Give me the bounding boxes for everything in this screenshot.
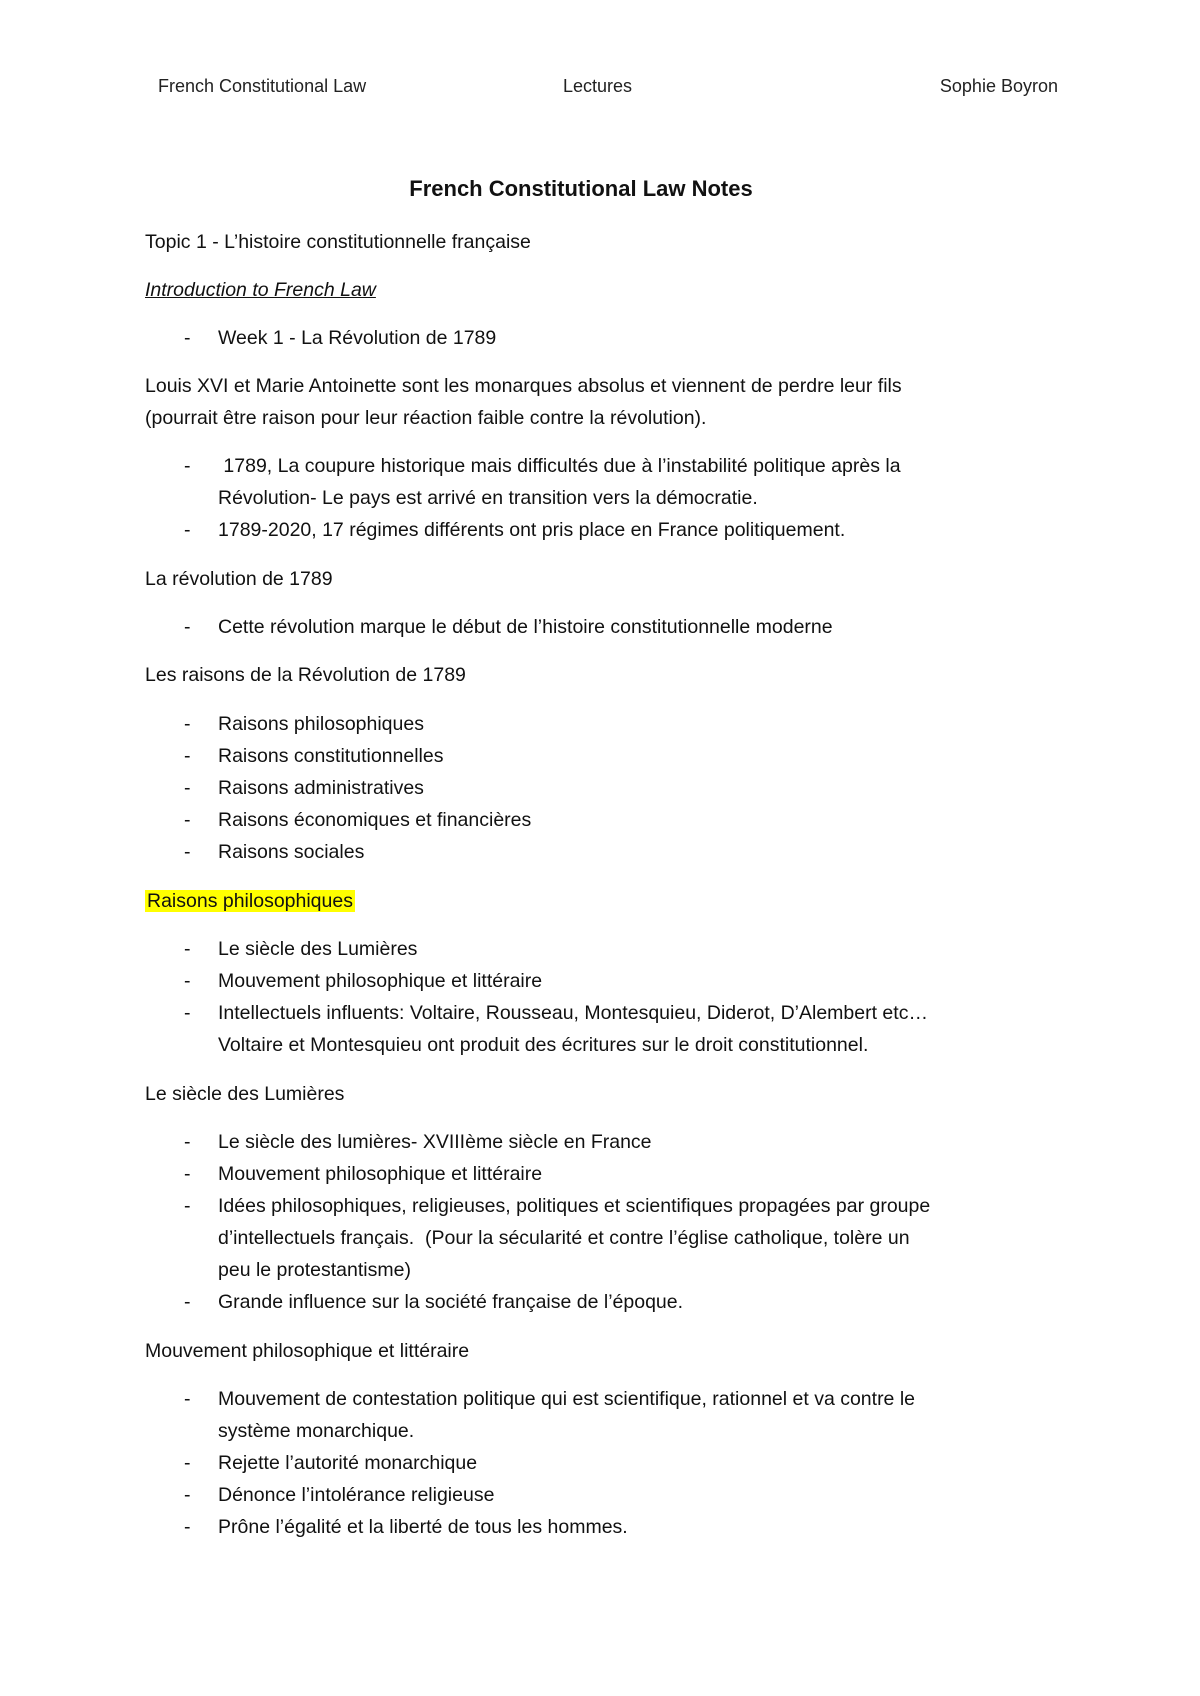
bullet-dash: - xyxy=(184,455,191,477)
raisons-list xyxy=(0,708,1038,868)
list-item xyxy=(0,611,1038,643)
bullet-dash: - xyxy=(184,970,191,992)
list-item-text: Mouvement de contestation politique qui est scientifique, rationnel et va contre le xyxy=(218,1388,916,1410)
bullet-dash: - xyxy=(184,1163,191,1185)
heading-revolution: La révolution de 1789 xyxy=(145,568,333,590)
bullet-dash: - xyxy=(184,519,191,541)
bullet-dash: - xyxy=(184,1452,191,1474)
list-item-text: Raisons philosophiques xyxy=(218,713,424,735)
bullet-dash: - xyxy=(184,1484,191,1506)
revolution-list xyxy=(0,611,1038,643)
bullet-dash: - xyxy=(184,1195,191,1217)
list-item-text: Raisons sociales xyxy=(218,841,365,863)
list-item-text: Raisons administratives xyxy=(218,777,424,799)
philo-list xyxy=(0,933,1038,1061)
document-title: French Constitutional Law Notes xyxy=(409,176,753,201)
list-item xyxy=(0,804,1038,836)
bullet-dash: - xyxy=(184,777,191,799)
key-dates-list xyxy=(0,450,1038,546)
list-item-text: Dénonce l’intolérance religieuse xyxy=(218,1484,495,1506)
list-item xyxy=(0,836,1038,868)
bullet-dash: - xyxy=(184,616,191,638)
week-list xyxy=(0,322,1038,354)
heading-raisons: Les raisons de la Révolution de 1789 xyxy=(145,664,466,686)
list-item-text: Rejette l’autorité monarchique xyxy=(218,1452,478,1474)
list-item-text: Idées philosophiques, religieuses, politiques et scientifiques propagées par groupe xyxy=(218,1195,931,1217)
bullet-dash: - xyxy=(184,1131,191,1153)
list-item-text: Raisons constitutionnelles xyxy=(218,745,444,767)
list-item-text: Révolution- Le pays est arrivé en transition vers la démocratie. xyxy=(218,487,758,509)
list-item-text: Cette révolution marque le début de l’histoire constitutionnelle moderne xyxy=(218,616,833,638)
list-item xyxy=(0,965,1038,997)
list-item-text: Raisons économiques et financières xyxy=(218,809,532,831)
lumieres-list xyxy=(0,1126,1038,1318)
list-item xyxy=(0,1126,1038,1158)
bullet-dash: - xyxy=(184,809,191,831)
subtitle-line xyxy=(145,274,376,306)
list-item-text: Intellectuels influents: Voltaire, Rousseau, Montesquieu, Diderot, D’Alembert etc… xyxy=(218,1002,928,1024)
list-item xyxy=(0,1511,1038,1543)
list-item-text: d’intellectuels français. (Pour la sécularité et contre l’église catholique, tolère un xyxy=(218,1227,910,1249)
bullet-dash: - xyxy=(184,327,191,349)
list-item xyxy=(0,1286,1038,1318)
list-item-text: Week 1 - La Révolution de 1789 xyxy=(218,327,497,349)
header-author: Sophie Boyron xyxy=(939,76,1058,96)
list-item-text: 1789-2020, 17 régimes différents ont pris place en France politiquement. xyxy=(218,519,846,541)
mouvement-list xyxy=(0,1383,1038,1543)
list-item xyxy=(0,740,1038,772)
list-item xyxy=(0,772,1038,804)
bullet-dash: - xyxy=(184,713,191,735)
list-item-text: Le siècle des lumières- XVIIIème siècle en France xyxy=(218,1131,652,1153)
list-item xyxy=(0,933,1038,965)
list-item xyxy=(0,1158,1038,1190)
list-item xyxy=(0,1447,1038,1479)
list-item-text: 1789, La coupure historique mais difficultés due à l’instabilité politique après la xyxy=(218,455,901,477)
list-item-text: Prône l’égalité et la liberté de tous les hommes. xyxy=(218,1516,628,1538)
list-item xyxy=(0,322,1038,354)
list-item xyxy=(0,997,1038,1061)
bullet-dash: - xyxy=(184,1388,191,1410)
list-item-text: peu le protestantisme) xyxy=(218,1259,411,1281)
list-item xyxy=(0,1479,1038,1511)
list-item xyxy=(0,1190,1038,1286)
subtitle: Introduction to French Law xyxy=(145,279,376,301)
bullet-dash: - xyxy=(184,841,191,863)
list-item-text: Le siècle des Lumières xyxy=(218,938,418,960)
bullet-dash: - xyxy=(184,938,191,960)
list-item xyxy=(0,514,1038,546)
heading-lumieres: Le siècle des Lumières xyxy=(145,1083,345,1105)
list-item xyxy=(0,450,1038,514)
list-item xyxy=(0,708,1038,740)
intro-paragraph-line-2: (pourrait être raison pour leur réaction faible contre la révolution). xyxy=(145,407,707,429)
bullet-dash: - xyxy=(184,745,191,767)
heading-philo-line xyxy=(145,885,355,917)
header-section: Lectures xyxy=(563,76,633,96)
bullet-dash: - xyxy=(184,1002,191,1024)
list-item-text: Voltaire et Montesquieu ont produit des écritures sur le droit constitutionnel. xyxy=(218,1034,869,1056)
heading-mouvement: Mouvement philosophique et littéraire xyxy=(145,1340,470,1362)
list-item xyxy=(0,1383,1038,1447)
list-item-text: Mouvement philosophique et littéraire xyxy=(218,1163,543,1185)
list-item-text: système monarchique. xyxy=(218,1420,415,1442)
bullet-dash: - xyxy=(184,1516,191,1538)
list-item-text: Mouvement philosophique et littéraire xyxy=(218,970,543,992)
topic-heading: Topic 1 - L’histoire constitutionnelle française xyxy=(145,231,531,253)
list-item-text: Grande influence sur la société française de l’époque. xyxy=(218,1291,684,1313)
intro-paragraph-line-1: Louis XVI et Marie Antoinette sont les monarques absolus et viennent de perdre leur fils xyxy=(145,375,902,397)
highlighted-heading-philo: Raisons philosophiques xyxy=(147,890,353,912)
header-course-name: French Constitutional Law xyxy=(158,76,367,96)
bullet-dash: - xyxy=(184,1291,191,1313)
